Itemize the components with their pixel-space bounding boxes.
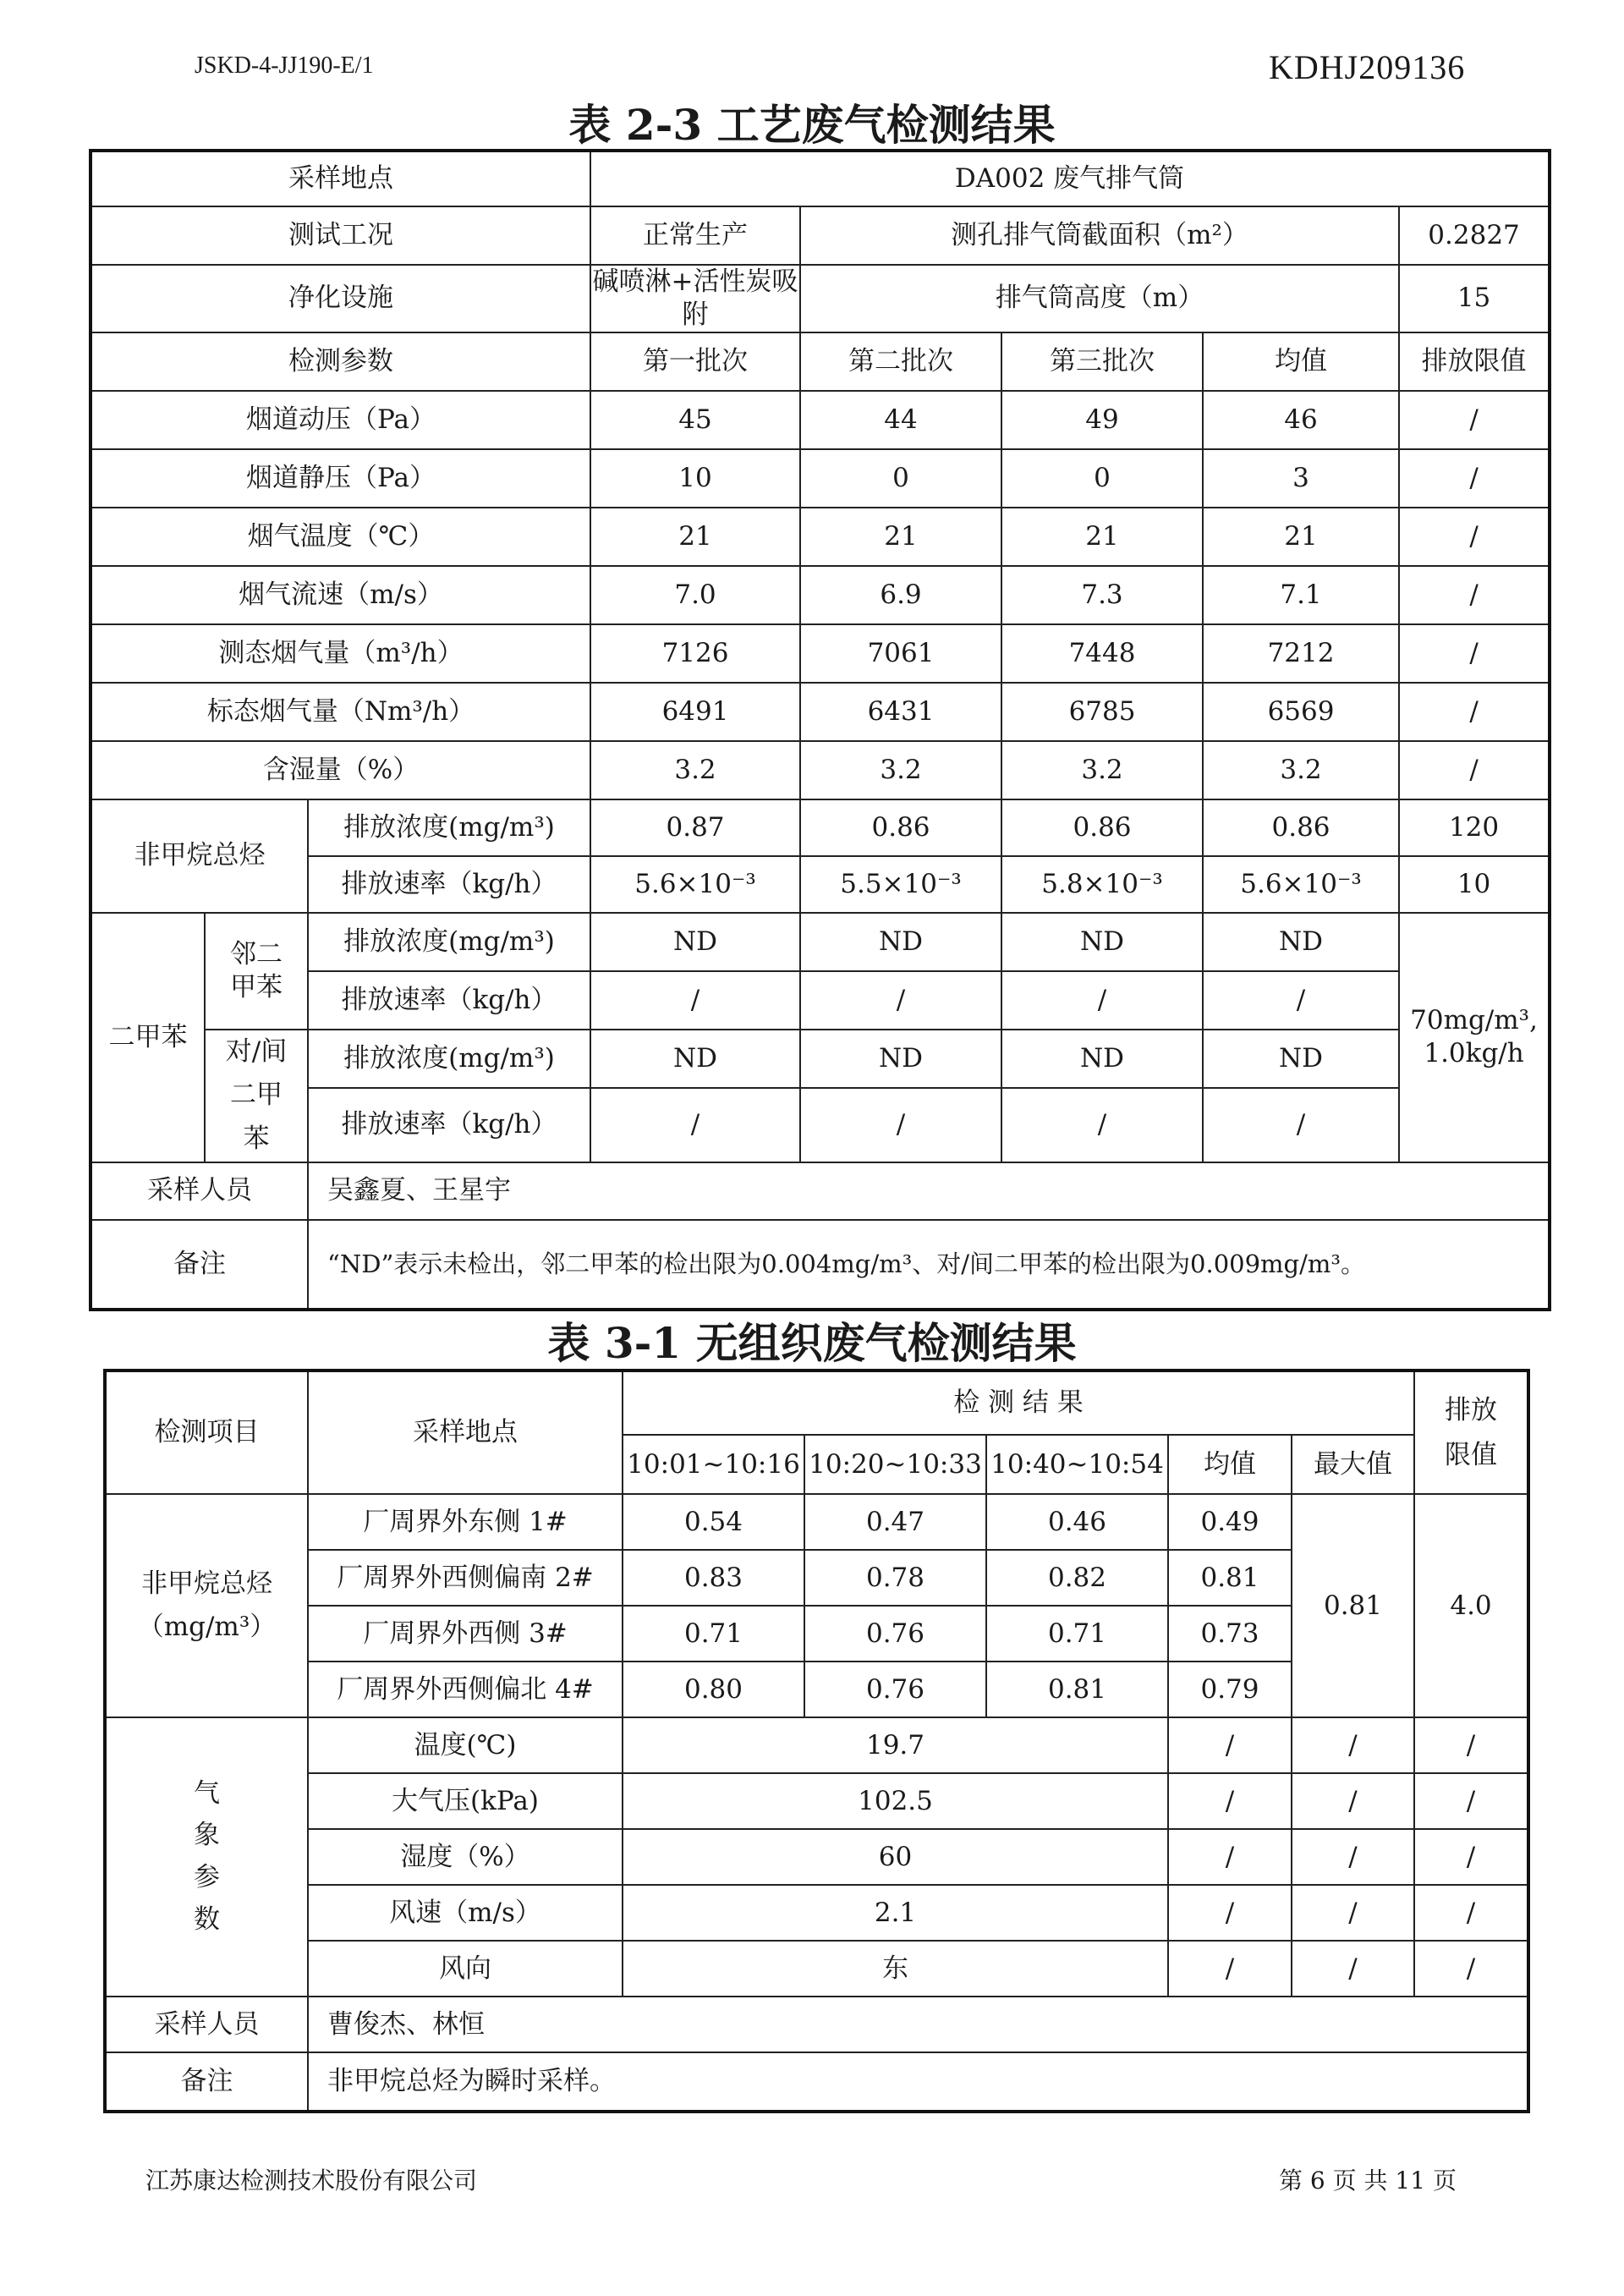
cell: ND (1001, 913, 1203, 971)
cell: / (1414, 1829, 1528, 1885)
table-row (91, 449, 1550, 508)
param-label: 标态烟气量（Nm³/h） (91, 683, 590, 741)
cell: 6491 (590, 683, 800, 741)
cell: 6785 (1001, 683, 1203, 741)
time-header: 10:20~10:33 (804, 1435, 986, 1494)
site-name: 厂周界外西侧 3# (308, 1606, 623, 1662)
cell: / (1168, 1885, 1292, 1941)
cell: 120 (1399, 799, 1550, 856)
cell: / (590, 971, 800, 1030)
test-condition-value: 正常生产 (590, 206, 800, 265)
table-row (91, 913, 1550, 971)
cell: / (1292, 1773, 1414, 1829)
col-header: 排放限值 (1399, 332, 1550, 391)
cell: 0 (800, 449, 1001, 508)
cell: 0.86 (1001, 799, 1203, 856)
table-row (91, 391, 1550, 449)
param-label: 烟道动压（Pa） (91, 391, 590, 449)
table-row (105, 1829, 1528, 1885)
cell: 6431 (800, 683, 1001, 741)
cell: 21 (1001, 508, 1203, 566)
col-header: 检测参数 (91, 332, 590, 391)
cell: 21 (800, 508, 1001, 566)
cell: 0.78 (804, 1550, 986, 1606)
cell: / (1414, 1773, 1528, 1829)
cell: 3.2 (800, 741, 1001, 799)
cell: / (1399, 449, 1550, 508)
col-header: 第二批次 (800, 332, 1001, 391)
cell: 0.49 (1168, 1494, 1292, 1550)
cell: 0.86 (1203, 799, 1399, 856)
met-value: 东 (623, 1941, 1168, 1997)
cell: 0.76 (804, 1662, 986, 1717)
cell: ND (1001, 1030, 1203, 1088)
sampler-label: 采样人员 (91, 1162, 308, 1220)
cell: 5.6×10⁻³ (590, 856, 800, 913)
cell: ND (800, 1030, 1001, 1088)
cell: 0.73 (1168, 1606, 1292, 1662)
cell: 0.46 (986, 1494, 1168, 1550)
section-area-label: 测孔排气筒截面积（m²） (800, 206, 1399, 265)
note-text: “ND”表示未检出，邻二甲苯的检出限为0.004mg/m³、对/间二甲苯的检出限为0.009mg/m³。 (308, 1220, 1550, 1310)
table-row (91, 1030, 1550, 1088)
cell: / (1399, 508, 1550, 566)
cell: / (1203, 1088, 1399, 1162)
table-row (91, 856, 1550, 913)
met-value: 19.7 (623, 1717, 1168, 1773)
cell: ND (590, 1030, 800, 1088)
cell: 0.86 (800, 799, 1001, 856)
rate-label: 排放速率（kg/h） (308, 856, 590, 913)
cell: ND (590, 913, 800, 971)
cell: ND (1203, 913, 1399, 971)
avg-header: 均值 (1168, 1435, 1292, 1494)
cell: 0.83 (623, 1550, 804, 1606)
conc-label: 排放浓度(mg/m³) (308, 1030, 590, 1088)
cell: / (800, 971, 1001, 1030)
cell: / (1414, 1941, 1528, 1997)
table-row (105, 1494, 1528, 1550)
cell: 21 (1203, 508, 1399, 566)
param-label: 烟道静压（Pa） (91, 449, 590, 508)
site-name: 厂周界外西侧偏北 4# (308, 1662, 623, 1717)
table-row (91, 971, 1550, 1030)
cell: / (1399, 741, 1550, 799)
cell: / (590, 1088, 800, 1162)
note-label: 备注 (105, 2052, 308, 2112)
cell: ND (1203, 1030, 1399, 1088)
cell: / (1292, 1829, 1414, 1885)
stack-height-value: 15 (1399, 265, 1550, 332)
table-row (105, 1773, 1528, 1829)
mp-xylene-label: 对/间二甲苯 (205, 1030, 308, 1162)
site-header: 采样地点 (308, 1370, 623, 1494)
conc-label: 排放浓度(mg/m³) (308, 799, 590, 856)
cell: 7061 (800, 624, 1001, 683)
cell: 44 (800, 391, 1001, 449)
table-row (105, 1717, 1528, 1773)
cell: 0.87 (590, 799, 800, 856)
nmhc-label: 非甲烷总烃 (91, 799, 308, 913)
note-text: 非甲烷总烃为瞬时采样。 (308, 2052, 1528, 2112)
table-3-1-title: 表 3-1 无组织废气检测结果 (547, 1318, 1077, 1368)
rate-label: 排放速率（kg/h） (308, 1088, 590, 1162)
table-row (91, 1088, 1550, 1162)
rate-label: 排放速率（kg/h） (308, 971, 590, 1030)
cell: 5.5×10⁻³ (800, 856, 1001, 913)
cell: 0.76 (804, 1606, 986, 1662)
cell: / (1203, 971, 1399, 1030)
cell: 0.80 (623, 1662, 804, 1717)
cell: 7.3 (1001, 566, 1203, 624)
met-value: 2.1 (623, 1885, 1168, 1941)
cell: / (1399, 624, 1550, 683)
table-row (91, 508, 1550, 566)
time-header: 10:40~10:54 (986, 1435, 1168, 1494)
col-header: 第三批次 (1001, 332, 1203, 391)
limit-header-line1: 排放 (1445, 1394, 1498, 1425)
cell: / (1292, 1717, 1414, 1773)
param-label: 烟气流速（m/s） (91, 566, 590, 624)
xylene-limit-conc: 70mg/m³, (1410, 1005, 1538, 1036)
o-xylene-label: 邻二甲苯 (205, 913, 308, 1030)
nmhc-label (105, 1494, 308, 1717)
limit-header (1414, 1370, 1528, 1494)
note-label: 备注 (91, 1220, 308, 1310)
sampler-names: 吴鑫夏、王星宇 (308, 1162, 1550, 1220)
met-value: 102.5 (623, 1773, 1168, 1829)
met-name: 风向 (308, 1941, 623, 1997)
table-row (91, 683, 1550, 741)
cell: 21 (590, 508, 800, 566)
cell: 10 (590, 449, 800, 508)
cell: 7.0 (590, 566, 800, 624)
met-name: 大气压(kPa) (308, 1773, 623, 1829)
max-value: 0.81 (1292, 1494, 1414, 1717)
site-name: 厂周界外西侧偏南 2# (308, 1550, 623, 1606)
nmhc-unit: （mg/m³） (137, 1612, 277, 1642)
cell: / (1399, 683, 1550, 741)
fugitive-exhaust-table (103, 1369, 1530, 2113)
xylene-label: 二甲苯 (91, 913, 205, 1162)
table-row (91, 624, 1550, 683)
cell: 5.8×10⁻³ (1001, 856, 1203, 913)
cell: / (1001, 971, 1203, 1030)
limit-value: 4.0 (1414, 1494, 1528, 1717)
cell: 3.2 (1001, 741, 1203, 799)
limit-header-line2: 限值 (1445, 1439, 1498, 1470)
cell: / (1292, 1941, 1414, 1997)
cell: / (1399, 391, 1550, 449)
cell: 6.9 (800, 566, 1001, 624)
xylene-limit-rate: 1.0kg/h (1424, 1038, 1524, 1068)
cell: / (1168, 1941, 1292, 1997)
cell: / (1414, 1885, 1528, 1941)
item-header: 检测项目 (105, 1370, 308, 1494)
company-name: 江苏康达检测技术股份有限公司 (145, 2167, 478, 2194)
col-header: 第一批次 (590, 332, 800, 391)
cell: 49 (1001, 391, 1203, 449)
param-label: 烟气温度（℃） (91, 508, 590, 566)
table-row (105, 1885, 1528, 1941)
document-code: JSKD-4-JJ190-E/1 (195, 52, 374, 79)
cell: 7126 (590, 624, 800, 683)
cell: 0.81 (986, 1662, 1168, 1717)
met-name: 温度(℃) (308, 1717, 623, 1773)
xylene-limit (1399, 913, 1550, 1162)
cell: 0 (1001, 449, 1203, 508)
table-row (91, 799, 1550, 856)
table-row (105, 1941, 1528, 1997)
cell: 0.82 (986, 1550, 1168, 1606)
table-row (91, 741, 1550, 799)
table-2-3-title: 表 2-3 工艺废气检测结果 (568, 100, 1056, 150)
cell: 0.79 (1168, 1662, 1292, 1717)
met-label: 气象参数 (105, 1717, 308, 1997)
cell: 10 (1399, 856, 1550, 913)
cell: 3 (1203, 449, 1399, 508)
met-name: 风速（m/s） (308, 1885, 623, 1941)
section-area-value: 0.2827 (1399, 206, 1550, 265)
met-name: 湿度（%） (308, 1829, 623, 1885)
param-label: 测态烟气量（m³/h） (91, 624, 590, 683)
table-row (91, 566, 1550, 624)
cell: 0.71 (623, 1606, 804, 1662)
stack-height-label: 排气筒高度（m） (800, 265, 1399, 332)
cell: 7.1 (1203, 566, 1399, 624)
cell: / (1399, 566, 1550, 624)
cell: / (1414, 1717, 1528, 1773)
cell: 0.47 (804, 1494, 986, 1550)
treatment-facility-value: 碱喷淋+活性炭吸附 (590, 265, 800, 332)
test-condition-label: 测试工况 (91, 206, 590, 265)
page-number: 第 6 页 共 11 页 (1279, 2167, 1457, 2194)
time-header: 10:01~10:16 (623, 1435, 804, 1494)
cell: 45 (590, 391, 800, 449)
cell: 3.2 (1203, 741, 1399, 799)
param-label: 含湿量（%） (91, 741, 590, 799)
conc-label: 排放浓度(mg/m³) (308, 913, 590, 971)
cell: / (1168, 1717, 1292, 1773)
report-number: KDHJ209136 (1269, 48, 1466, 86)
cell: / (1168, 1773, 1292, 1829)
max-header: 最大值 (1292, 1435, 1414, 1494)
nmhc-name: 非甲烷总烃 (141, 1568, 272, 1599)
site-name: 厂周界外东侧 1# (308, 1494, 623, 1550)
process-exhaust-table (89, 149, 1551, 1311)
cell: 0.54 (623, 1494, 804, 1550)
sampling-site-value: DA002 废气排气筒 (590, 151, 1550, 206)
cell: 5.6×10⁻³ (1203, 856, 1399, 913)
cell: 3.2 (590, 741, 800, 799)
treatment-facility-label: 净化设施 (91, 265, 590, 332)
sampler-label: 采样人员 (105, 1997, 308, 2052)
cell: / (1168, 1829, 1292, 1885)
cell: 7212 (1203, 624, 1399, 683)
sampler-names: 曹俊杰、林恒 (308, 1997, 1528, 2052)
cell: 46 (1203, 391, 1399, 449)
cell: / (800, 1088, 1001, 1162)
cell: / (1292, 1885, 1414, 1941)
cell: / (1001, 1088, 1203, 1162)
result-header: 检 测 结 果 (623, 1370, 1414, 1435)
cell: 6569 (1203, 683, 1399, 741)
col-header: 均值 (1203, 332, 1399, 391)
cell: 0.71 (986, 1606, 1168, 1662)
cell: 7448 (1001, 624, 1203, 683)
cell: 0.81 (1168, 1550, 1292, 1606)
cell: ND (800, 913, 1001, 971)
sampling-site-label: 采样地点 (91, 151, 590, 206)
met-value: 60 (623, 1829, 1168, 1885)
